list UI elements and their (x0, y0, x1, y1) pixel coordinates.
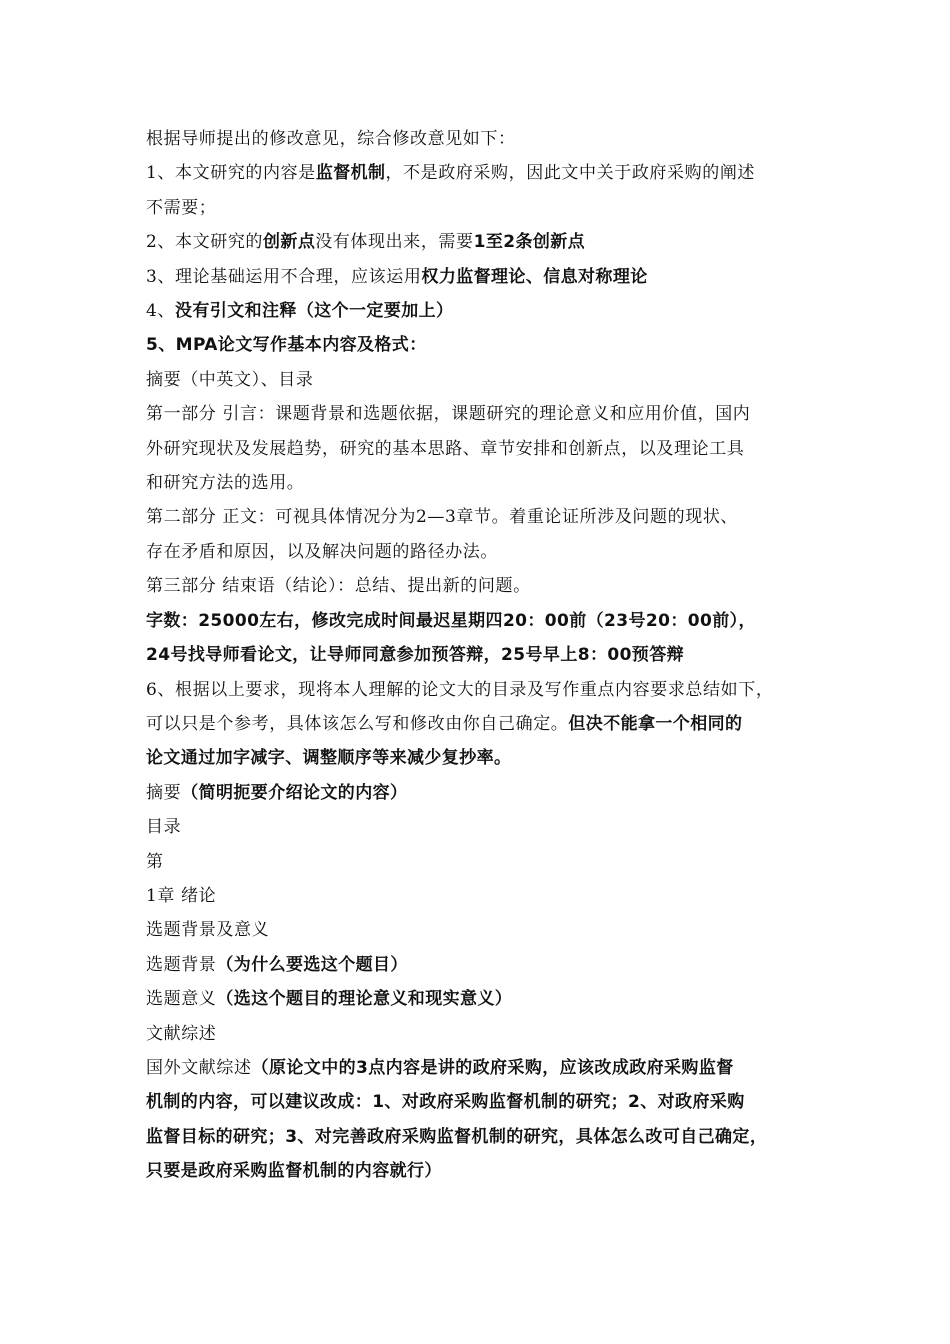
text-run: 选题背景及意义 (146, 920, 270, 941)
outline-abstract-line (146, 776, 818, 810)
bold-run: 字数：25000左右，修改完成时间最迟星期四20：00前（23号20：00前）， (146, 610, 756, 631)
section-background-significance (146, 913, 818, 947)
subsection-significance (146, 982, 818, 1016)
text-run: 国外文献综述 (146, 1057, 252, 1078)
word-count-line (146, 604, 818, 638)
item-3-line (146, 260, 818, 294)
foreign-literature-cont-line (146, 1085, 818, 1119)
text-run: 可以只是个参考，具体该怎么写和修改由你自己确定。 (146, 713, 569, 734)
text-run: 和研究方法的选用。 (146, 473, 305, 494)
part-2-line (146, 500, 818, 534)
bold-run: 机制的内容，可以建议改成：1、对政府采购监督机制的研究；2、对政府采购 (146, 1092, 745, 1113)
subsection-background (146, 948, 818, 982)
text-run: 选题背景 (146, 954, 217, 975)
bold-run: 权力监督理论、信息对称理论 (421, 266, 648, 287)
text-run: 选题意义 (146, 989, 217, 1010)
text-run: 3、理论基础运用不合理，应该运用 (146, 266, 422, 287)
text-run: ，不是政府采购，因此文中关于政府采购的阐述 (385, 163, 756, 184)
text-run: 外研究现状及发展趋势，研究的基本思路、章节安排和创新点，以及理论工具 (146, 438, 745, 459)
text-run: 不需要； (146, 197, 217, 218)
text-run: 第 (146, 851, 164, 872)
item-4-line (146, 294, 818, 328)
bold-run: （为什么要选这个题目） (216, 954, 408, 975)
text-run: 第三部分 结束语（结论）：总结、提出新的问题。 (146, 576, 531, 597)
bold-run: 5、MPA论文写作基本内容及格式： (146, 335, 427, 356)
item-1-cont-line (146, 191, 818, 225)
document-body (146, 122, 818, 1189)
bold-run: 24号找导师看论文，让导师同意参加预答辩，25号早上8：00预答辩 (146, 645, 684, 666)
part-1-cont-line (146, 432, 818, 466)
item-6-cont-line (146, 707, 818, 741)
schedule-line (146, 638, 818, 672)
text-run: 1、本文研究的内容是 (146, 163, 316, 184)
item-5-heading (146, 328, 818, 362)
foreign-literature-cont-line (146, 1120, 818, 1154)
foreign-literature-cont-line (146, 1154, 818, 1188)
item-2-line (146, 225, 818, 259)
subsection-foreign-literature (146, 1051, 818, 1085)
item-6-cont-line (146, 741, 818, 775)
intro-line (146, 122, 818, 156)
part-1-cont-line (146, 466, 818, 500)
text-run: 第二部分 正文：可视具体情况分为2—3章节。着重论证所涉及问题的现状、 (146, 507, 739, 528)
bold-run: 1至2条创新点 (473, 232, 586, 253)
text-run: 第一部分 引言：课题背景和选题依据，课题研究的理论意义和应用价值，国内 (146, 404, 751, 425)
text-run: 摘要（中英文）、目录 (146, 369, 314, 390)
text-run: 1章 绪论 (146, 885, 217, 906)
outline-di-line (146, 845, 818, 879)
bold-run: 监督机制 (315, 163, 386, 184)
text-run: 2、本文研究的 (146, 232, 264, 253)
bold-run: （简明扼要介绍论文的内容） (181, 782, 408, 803)
abstract-toc-line (146, 363, 818, 397)
part-2-cont-line (146, 535, 818, 569)
bold-run: （原论文中的3点内容是讲的政府采购，应该改成政府采购监督 (251, 1057, 734, 1078)
part-1-line (146, 397, 818, 431)
text-run: 文献综述 (146, 1023, 217, 1044)
text-run: 6、根据以上要求，现将本人理解的论文大的目录及写作重点内容要求总结如下， (146, 679, 774, 700)
bold-run: 没有引文和注释（这个一定要加上） (175, 301, 454, 322)
text-run: 存在矛盾和原因，以及解决问题的路径办法。 (146, 541, 498, 562)
item-1-line (146, 156, 818, 190)
section-literature-review (146, 1017, 818, 1051)
text-run: 根据导师提出的修改意见，综合修改意见如下： (146, 129, 516, 149)
item-6-line (146, 673, 818, 707)
text-run: 没有体现出来，需要 (315, 232, 474, 253)
bold-run: 只要是政府采购监督机制的内容就行） (146, 1161, 442, 1182)
text-run: 摘要 (146, 782, 182, 803)
bold-run: （选这个题目的理论意义和现实意义） (216, 989, 513, 1010)
text-run: 4、 (146, 301, 176, 322)
part-3-line (146, 569, 818, 603)
bold-run: 论文通过加字减字、调整顺序等来减少复抄率。 (146, 748, 512, 769)
bold-run: 但决不能拿一个相同的 (568, 713, 743, 734)
chapter-1-heading (146, 879, 818, 913)
bold-run: 创新点 (263, 232, 316, 253)
bold-run: 监督目标的研究；3、对完善政府采购监督机制的研究，具体怎么改可自己确定， (146, 1126, 768, 1147)
outline-toc-line (146, 810, 818, 844)
text-run: 目录 (146, 817, 182, 838)
